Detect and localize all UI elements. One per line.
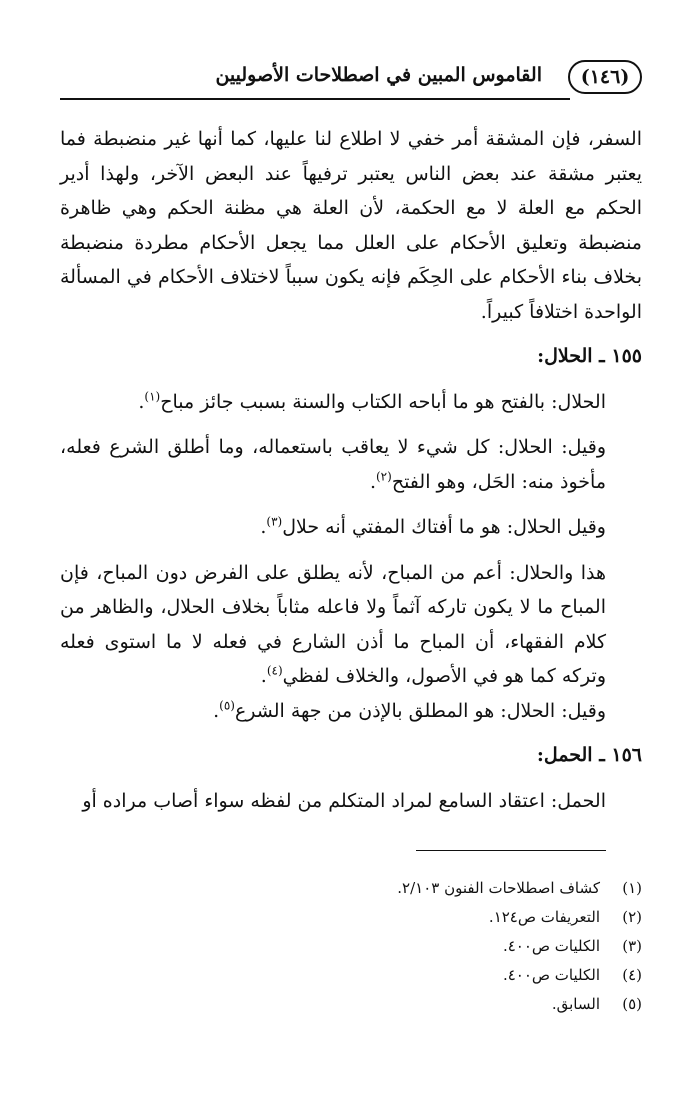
footnote-ref-4: (٤) — [266, 663, 283, 678]
footnote-item — [60, 932, 642, 961]
footnote-item — [60, 903, 642, 932]
definition-2-text: وقيل: الحلال: كل شيء لا يعاقب باستعماله، وما أطلق الشرع فعله، مأخوذ منه: الحَل، وهو الفتح — [60, 436, 606, 493]
footnote-item — [60, 874, 642, 903]
footnote-ref-1: (١) — [144, 389, 161, 404]
footnote-number: (٢) — [622, 908, 642, 926]
footnote-number: (٣) — [622, 937, 642, 955]
definition-2: وقيل: الحلال: كل شيء لا يعاقب باستعماله، وما أطلق الشرع فعله، مأخوذ منه: الحَل، وهو الفتح$^{(٢)}$. — [60, 436, 606, 493]
footnote-ref-3: (٣) — [266, 514, 283, 529]
footnote-text: الكليات ص٤٠٠. — [502, 966, 600, 984]
paragraph-continuation: السفر، فإن المشقة أمر خفي لا اطلاع لنا عليها، كما أنها غير منضبطة فما يعتبر مشقة عند بعض الناس يعتبر ترفيهاً عند البعض الآخر، ولهذا أدير الحكم مع العلة لا مع الحكمة، لأن العلة هي مظنة الحكم وهي ظاهرة منضبطة وتعليق الأحكام على العلل مما يجعل الأحكام مطردة منضبطة بخلاف بناء الأحكام على الحِكَم فإنه يكون سبباً لاختلاف الأحكام في المسألة الواحدة اختلافاً كبيراً. — [60, 128, 642, 323]
footnote-number: (٤) — [622, 966, 642, 984]
definition-5: وقيل: الحلال: هو المطلق بالإذن من جهة الشرع$^{(٥)}$. — [213, 698, 606, 722]
definition-4: هذا والحلال: أعم من المباح، لأنه يطلق على الفرض دون المباح، فإن المباح ما لا يكون تاركه آثماً ولا فاعله مثاباً بخلاف الحلال، والظاهر من كلام الفقهاء، أن المباح ما أذن الشارع في فعله لا ما استوى فعله وتركه كما هو في الأصول، والخلاف لفظي$^{(٤)}$. — [60, 561, 606, 687]
header-rule — [60, 98, 570, 100]
footnote-text: الكليات ص٤٠٠. — [502, 937, 600, 955]
running-title: القاموس المبين في اصطلاحات الأصوليين — [215, 64, 542, 86]
footnote-text: التعريفات ص١٢٤. — [488, 908, 600, 926]
definition-6: الحمل: اعتقاد السامع لمراد المتكلم من لفظه سواء أصاب مراده أو — [82, 789, 606, 812]
page-header — [60, 58, 642, 104]
footnote-item — [60, 961, 642, 990]
definition-5-text: وقيل: الحلال: هو المطلق بالإذن من جهة الشرع — [234, 699, 606, 722]
entry-heading-156: ١٥٦ ـ الحمل: — [536, 744, 642, 766]
definition-1-text: الحلال: بالفتح هو ما أباحه الكتاب والسنة بسبب جائز مباح — [160, 390, 606, 413]
footnote-separator — [416, 850, 606, 851]
footnote-number: (١) — [622, 879, 642, 897]
footnote-ref-2: (٢) — [375, 469, 392, 484]
footnote-item — [60, 990, 642, 1019]
entry-heading-155: ١٥٥ ـ الحلال: — [537, 345, 642, 367]
definition-3: وقيل الحلال: هو ما أفتاك المفتي أنه حلال$^{(٣)}$. — [260, 514, 606, 538]
definition-4-text: هذا والحلال: أعم من المباح، لأنه يطلق على الفرض دون المباح، فإن المباح ما لا يكون تاركه آثماً ولا فاعله مثاباً بخلاف الحلال، والظاهر من كلام الفقهاء، أن المباح ما أذن الشارع في فعله لا ما استوى فعله وتركه كما هو في الأصول، والخلاف لفظي — [60, 561, 606, 687]
definition-3-text: وقيل الحلال: هو ما أفتاك المفتي أنه حلال — [282, 516, 606, 538]
definition-1: الحلال: بالفتح هو ما أباحه الكتاب والسنة بسبب جائز مباح$^{(١)}$. — [138, 389, 606, 413]
footnote-ref-5: (٥) — [219, 698, 235, 713]
footnote-text: كشاف اصطلاحات الفنون ٢/١٠٣. — [397, 879, 600, 897]
main-text — [60, 122, 642, 818]
footnote-text: السابق. — [551, 995, 600, 1013]
footnotes — [60, 874, 642, 1019]
page-number: (١٤٦) — [568, 60, 642, 94]
footnote-number: (٥) — [622, 995, 642, 1013]
